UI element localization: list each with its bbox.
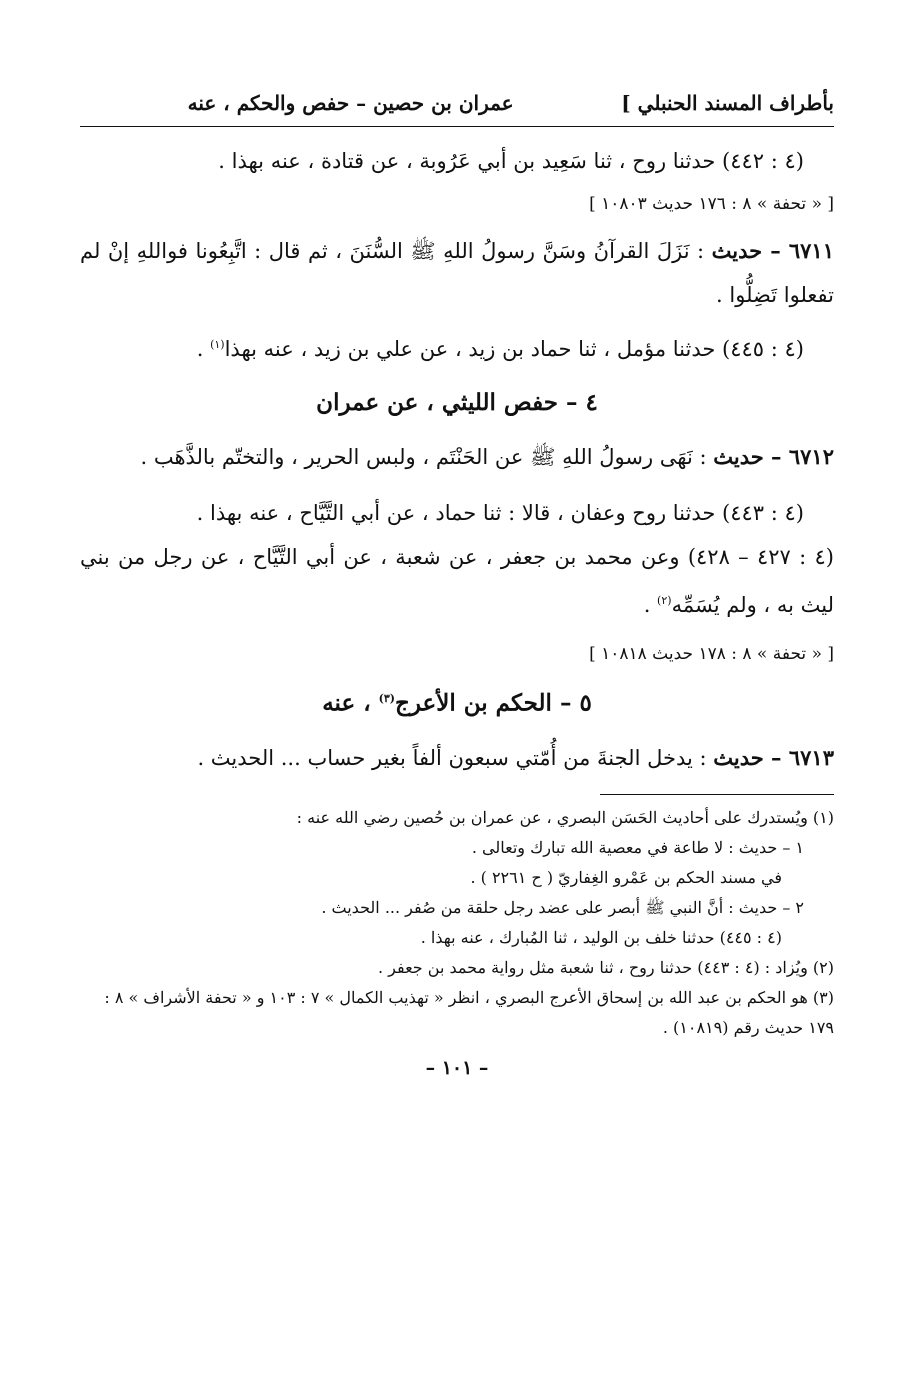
hadith-text: : نَهَى رسولُ اللهِ ﷺ عن الحَنْتَم ، ولبس الحرير ، والتختّم بالذَّهَب .: [140, 445, 707, 469]
header-book-title: بأطراف المسند الحنبلي ]: [621, 91, 834, 115]
section-title-end: ، عنه: [322, 689, 379, 717]
footnote-3: (٣) هو الحكم بن عبد الله بن إسحاق الأعرج البصري ، انظر « تهذيب الكمال » ٧ : ١٠٣ و « تحفة الأشراف » ٨ : ١٧٩ حديث رقم (١٠٨١٩) .: [104, 987, 834, 1037]
hadith-6711: [80, 229, 834, 317]
hadith-text: : يدخل الجنةَ من أُمّتي سبعون ألفاً بغير حساب ... الحديث .: [197, 745, 707, 770]
chain-443: (٤ : ٤٤٣) حدثنا روح وعفان ، قالا : ثنا حماد ، عن أبي التَّيَّاح ، عنه بهذا .: [196, 501, 804, 525]
section-heading-4: ٤ – حفص الليثي ، عن عمران: [316, 389, 598, 416]
footnote-1-item-1: ١ – حديث : لا طاعة في معصية الله تبارك وتعالى .: [471, 837, 804, 857]
chain-text: (٤ : ٤٢٧ – ٤٢٨) وعن محمد بن جعفر ، عن شعبة ، عن أبي التَّيَّاح ، عن رجل من بني ليث به ، ولم يُسَمِّه: [80, 545, 834, 617]
hadith-number: ٦٧١٢ – حديث: [713, 444, 834, 469]
chain-text: (٤ : ٤٤٥) حدثنا مؤمل ، ثنا حماد بن زيد ، عن علي بن زيد ، عنه بهذا: [224, 337, 804, 361]
section-title: ٥ – الحكم بن الأعرج: [394, 689, 592, 717]
book-page: [80, 88, 834, 1079]
footnote-mark: (١): [210, 338, 225, 351]
hadith-text: : نَزَلَ القرآنُ وسَنَّ رسولُ اللهِ ﷺ السُّنَنَ ، ثم قال : اتَّبِعُونا فواللهِ إنْ لم تفعلوا تَضِلُّوا .: [80, 239, 834, 307]
chain-end: .: [643, 593, 658, 617]
hadith-number: ٦٧١٣ – حديث: [713, 744, 834, 770]
footnote-1: (١) ويُستدرك على أحاديث الحَسَن البصري ، عن عمران بن حُصين رضي الله عنه :: [296, 807, 834, 827]
chain-427: [80, 535, 834, 627]
footnote-separator: [600, 794, 834, 795]
hadith-number: ٦٧١١ – حديث: [711, 238, 834, 263]
hadith-6712: [80, 435, 834, 479]
chain-442: (٤ : ٤٤٢) حدثنا روح ، ثنا سَعِيد بن أبي عَرُوبة ، عن قتادة ، عنه بهذا .: [218, 149, 804, 173]
footnotes: [80, 803, 834, 1043]
chain-end: .: [196, 337, 211, 361]
page-number: – ١٠١ –: [425, 1056, 489, 1079]
footnote-1-item-1-source: في مسند الحكم بن عَمْرو الغِفاريّ ( ح ٢٢٦١ ) .: [470, 867, 782, 887]
footnote-mark: (٢): [657, 594, 672, 607]
header-chapter: عمران بن حصين – حفص والحكم ، عنه: [187, 91, 514, 115]
tuhfa-ref-10818: [ « تحفة » ٨ : ١٧٨ حديث ١٠٨١٨ ]: [589, 644, 834, 664]
footnote-1-item-2-chain: (٤ : ٤٤٥) حدثنا خلف بن الوليد ، ثنا المُبارك ، عنه بهذا .: [420, 927, 782, 947]
section-heading-5: [80, 679, 834, 724]
chain-445: [80, 323, 834, 371]
footnote-1-item-2: ٢ – حديث : أنَّ النبي ﷺ أبصر على عضد رجل حلقة من صُفر ... الحديث .: [321, 897, 804, 917]
hadith-6713: [80, 736, 834, 780]
tuhfa-ref-10803: [ « تحفة » ٨ : ١٧٦ حديث ١٠٨٠٣ ]: [589, 194, 834, 214]
footnote-2: (٢) ويُزاد : (٤ : ٤٤٣) حدثنا روح ، ثنا شعبة مثل رواية محمد بن جعفر .: [377, 957, 834, 977]
running-header: [80, 88, 834, 127]
footnote-mark: (٣): [378, 692, 395, 705]
